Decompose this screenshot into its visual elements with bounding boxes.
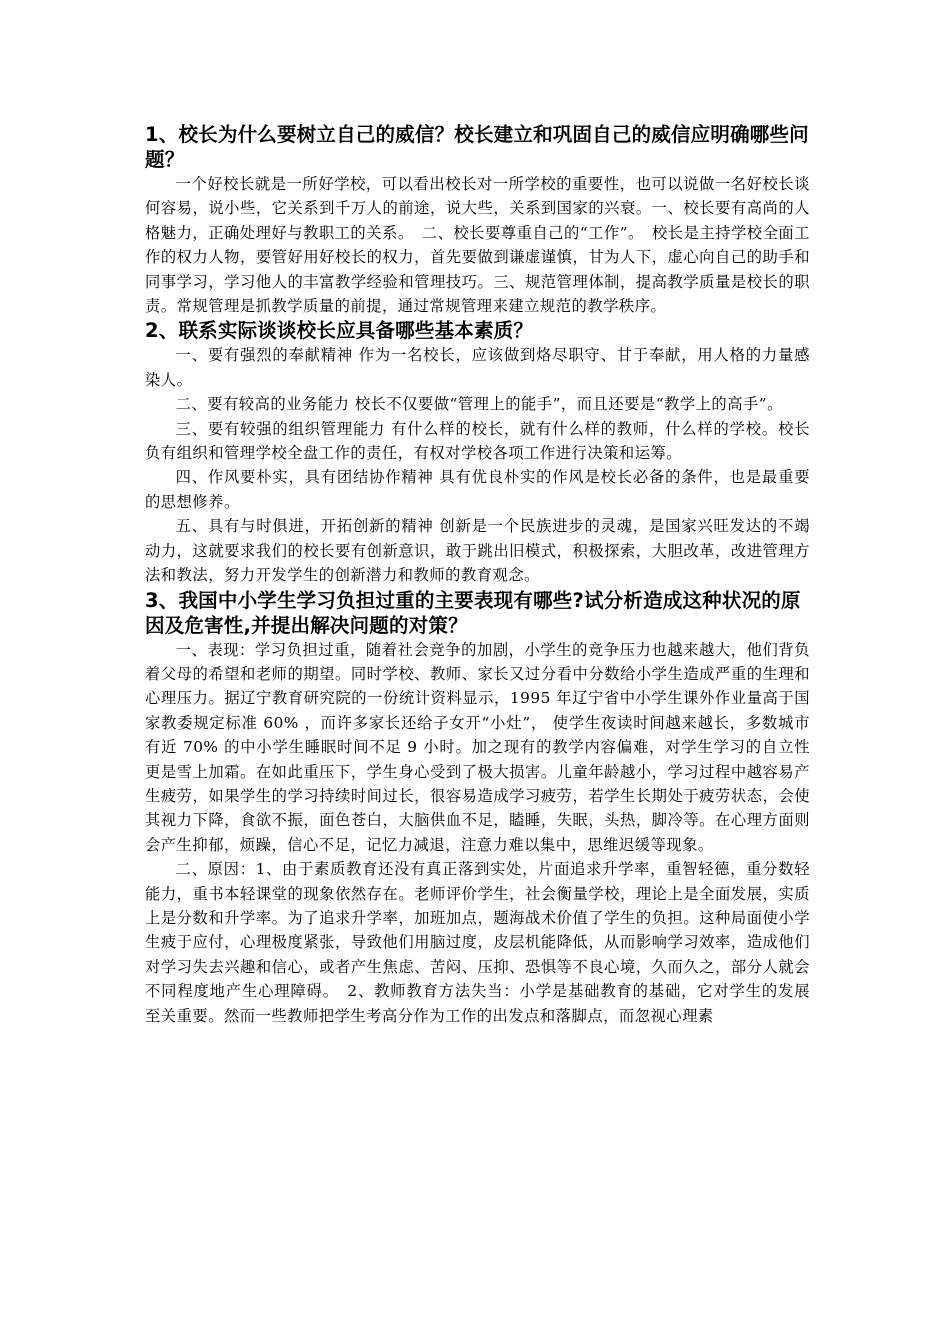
section-3-paragraph-2: 二、原因：1、由于素质教育还没有真正落到实处，片面追求升学率，重智轻德，重分数轻能力，重书本轻课堂的现象依然存在。老师评价学生，社会衡量学校，理论上是全面发展，实质上是分数和升学率。为了追求升学率，加班加点，题海战术价值了学生的负担。这种局面使小学生疲于应付，心理极度紧张，导致他们用脑过度，皮层机能降低，从而影响学习效率，造成他们对学习失去兴趣和信心，或者产生焦虑、苦闷、压抑、恐惧等不良心境，久而久之，部分人就会不同程度地产生心理障碍。 2、教师教育方法失当：小学是基础教育的基础，它对学生的发展至关重要。然而一些教师把学生考高分作为工作的出发点和落脚点，而忽视心理素: [145, 860, 810, 1025]
section-2-paragraph-4: 四、作风要朴实，具有团结协作精神 具有优良朴实的作风是校长必备的条件，也是最重要的思想修养。: [145, 468, 810, 511]
section-1: [145, 122, 810, 318]
section-2-paragraph-3: 三、要有较强的组织管理能力 有什么样的校长，就有什么样的教师，什么样的学校。校长负有组织和管理学校全盘工作的责任，有权对学校各项工作进行决策和运筹。: [145, 419, 810, 463]
section-2: [145, 318, 810, 587]
section-1-paragraph-1: 一个好校长就是一所好学校，可以看出校长对一所学校的重要性，也可以说做一名好校长谈何容易，说小些，它关系到千万人的前途，说大些，关系到国家的兴衰。一、校长要有高尚的人格魅力，正确处理好与教职工的关系。 二、校长要尊重自己的“工作”。 校长是主持学校全面工作的权力人物，要管好用好校长的权力，首先要做到谦虚谨慎，甘为人下，虚心向自己的助手和同事学习，学习他人的丰富教学经验和管理技巧。三、规范管理体制，提高教学质量是校长的职责。常规管理是抓教学质量的前提，通过常规管理来建立规范的教学秩序。: [145, 175, 810, 316]
section-2-paragraph-5: 五、具有与时俱进，开拓创新的精神 创新是一个民族进步的灵魂，是国家兴旺发达的不竭动力，这就要求我们的校长要有创新意识，敢于跳出旧模式，积极探索，大胆改革，改进管理方法和教法，努力开发学生的创新潜力和教师的教育观念。: [145, 517, 810, 585]
section-2-heading: 2、联系实际谈谈校长应具备哪些基本素质？: [145, 319, 534, 343]
section-2-paragraph-2: 二、要有较高的业务能力 校长不仅要做“管理上的能手”，而且还要是“教学上的高手”。: [175, 395, 783, 414]
section-1-heading: 1、校长为什么要树立自己的威信？校长建立和巩固自己的威信应明确哪些问题？: [145, 123, 809, 171]
section-2-paragraph-1: 一、要有强烈的奉献精神 作为一名校长，应该做到烙尽职守、甘于奉献，用人格的力量感染人。: [145, 346, 810, 389]
section-3: [145, 588, 810, 1029]
section-3-paragraph-1: 一、表现：学习负担过重，随着社会竞争的加剧，小学生的竞争压力也越来越大，他们背负着父母的希望和老师的期望。同时学校、教师、家长又过分看中分数给小学生造成严重的生理和心理压力。据辽宁教育研究院的一份统计资料显示，1995 年辽宁省中小学生课外作业量高于国家教委规定标准 60% ，而许多家长还给子女开“小灶”， 使学生夜读时间越来越长，多数城市有近 70% 的中小学生睡眠时间不足 9 小时。加之现有的教学内容偏难，对学生学习的自立性更是雪上加霜。在如此重压下，学生身心受到了极大损害。儿童年龄越小，学习过程中越容易产生疲劳，如果学生的学习持续时间过长，很容易造成学习疲劳，若学生长期处于疲劳状态，会使其视力下降，食欲不振，面色苍白，大脑供血不足，瞌睡，失眠，头热，脚冷等。在心理方面则会产生抑郁，烦躁，信心不足，记忆力减退，注意力难以集中，思维迟缓等现象。: [145, 640, 810, 854]
document-page: [145, 122, 810, 1028]
section-3-heading: 3、我国中小学生学习负担过重的主要表现有哪些?试分析造成这种状况的原因及危害性,并提出解决问题的对策？: [145, 588, 801, 637]
